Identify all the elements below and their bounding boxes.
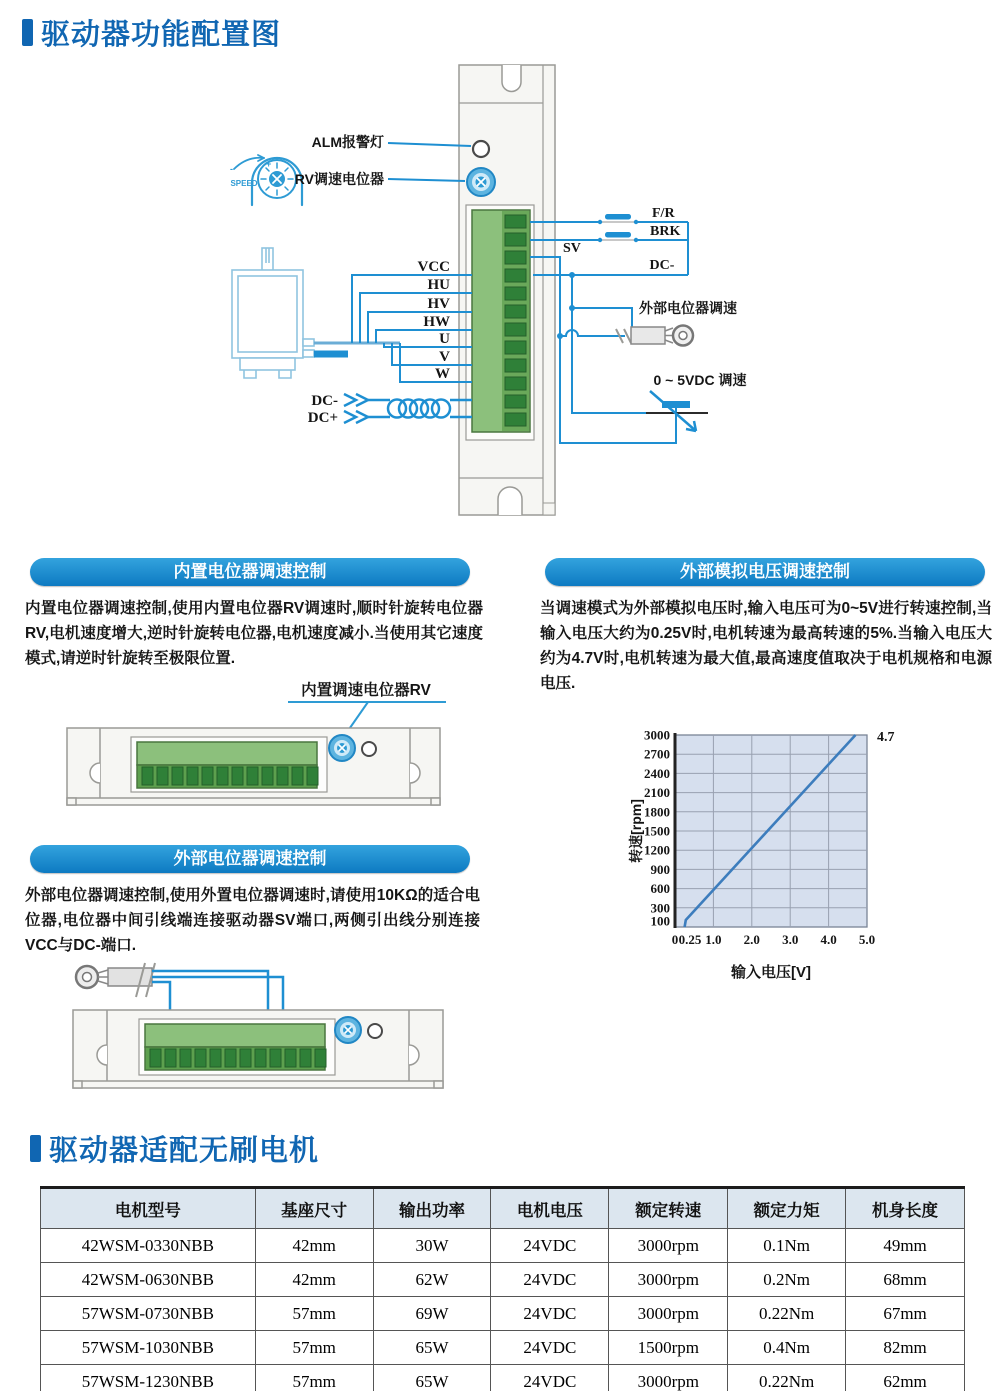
col-header-frame: 基座尺寸: [255, 1188, 373, 1229]
section-body-external-pot: 外部电位器调速控制,使用外置电位器调速时,请使用10KΩ的适合电位器,电位器中间引线端连接驱动器SV端口,两侧引出线分别连接VCC与DC-端口.: [25, 887, 480, 955]
external-driver-led: [368, 1024, 382, 1038]
svg-text:0: 0: [671, 932, 679, 947]
page-title-text: 驱动器功能配置图: [41, 19, 282, 51]
pin-label-w: W: [435, 366, 450, 382]
fr-switch-icon: [598, 214, 638, 224]
driver-illustration-external: [45, 955, 475, 1110]
section-header-builtin-pot: 内置电位器调速控制: [30, 558, 470, 586]
svg-text:3000: 3000: [644, 727, 670, 743]
speed-voltage-chart: [595, 705, 995, 995]
svg-text:5.0: 5.0: [858, 932, 876, 947]
svg-text:0.25: 0.25: [678, 932, 702, 947]
col-header-voltage: 电机电压: [491, 1188, 609, 1229]
builtin-rv-pot-icon: [329, 735, 355, 761]
dc-minus-right-label: DC-: [649, 258, 675, 273]
svg-text:1500: 1500: [644, 823, 670, 839]
chart-xlabel: 输入电压[V]: [731, 964, 811, 981]
col-header-speed: 额定转速: [609, 1188, 728, 1229]
motors-title-text: 驱动器适配无刷电机: [49, 1135, 320, 1167]
col-header-model: 电机型号: [41, 1188, 256, 1229]
svg-text:+: +: [266, 159, 272, 169]
pin-label-u: U: [439, 331, 450, 347]
sv-label: SV: [563, 241, 581, 256]
dc-minus-label: DC-: [311, 393, 338, 409]
pin-label-v: V: [439, 349, 450, 365]
col-header-power: 输出功率: [373, 1188, 491, 1229]
svg-text:900: 900: [650, 861, 670, 877]
section-header-external-pot: 外部电位器调速控制: [30, 845, 470, 873]
motors-title-bullet-icon: [30, 1135, 41, 1162]
svg-text:2700: 2700: [644, 746, 670, 762]
pin-label-hv: HV: [427, 296, 450, 312]
table-header-row: [41, 1188, 965, 1229]
pin-label-vcc: VCC: [417, 259, 450, 275]
table-row: 57WSM-1230NBB 57mm 65W 24VDC 3000rpm 0.22Nm 62mm: [41, 1365, 965, 1391]
dc-plus-label: DC+: [307, 410, 338, 426]
alm-label: ALM报警灯: [311, 134, 384, 150]
driver-unit: [459, 65, 555, 515]
col-header-torque: 额定力矩: [728, 1188, 846, 1229]
terminal-block: [466, 205, 534, 440]
table-row: 57WSM-1030NBB 57mm 65W 24VDC 1500rpm 0.4Nm 82mm: [41, 1331, 965, 1365]
svg-text:1.0: 1.0: [705, 932, 722, 947]
svg-text:300: 300: [650, 900, 670, 916]
motors-title: [30, 1128, 319, 1169]
builtin-led: [362, 742, 376, 756]
chart-annotation: 4.7: [877, 730, 895, 745]
table-row: 57WSM-0730NBB 57mm 69W 24VDC 3000rpm 0.22Nm 67mm: [41, 1297, 965, 1331]
driver-wiring-diagram: [0, 55, 1000, 525]
motor-table: [40, 1186, 965, 1391]
brk-label: BRK: [650, 224, 681, 239]
svg-text:100: 100: [650, 913, 670, 929]
section-body-builtin-pot: 内置电位器调速控制,使用内置电位器RV调速时,顺时针旋转电位器RV,电机速度增大,逆时针旋转电位器,电机速度减小.当使用其它速度模式,请逆时针旋转至极限位置.: [25, 600, 483, 668]
svg-text:2.0: 2.0: [743, 932, 760, 947]
section-header-analog: 外部模拟电压调速控制: [545, 558, 985, 586]
driver-illustration-builtin: [48, 678, 468, 833]
fr-label: F/R: [652, 206, 675, 221]
chart-ylabel: 转速[rpm]: [628, 799, 644, 863]
table-row: 42WSM-0630NBB 42mm 62W 24VDC 3000rpm 0.2Nm 68mm: [41, 1263, 965, 1297]
alm-led: [473, 141, 489, 157]
svg-text:3.0: 3.0: [782, 932, 799, 947]
table-row: 42WSM-0330NBB 42mm 30W 24VDC 3000rpm 0.1Nm 49mm: [41, 1229, 965, 1263]
svg-text:2400: 2400: [644, 765, 670, 781]
speed-label: SPEED: [230, 179, 258, 188]
title-bullet-icon: [22, 19, 33, 46]
pin-label-hw: HW: [423, 314, 450, 330]
external-pot-label: 外部电位器调速: [639, 300, 737, 316]
svg-text:1200: 1200: [644, 842, 670, 858]
mount-slot-bottom: [498, 487, 522, 515]
rv-potentiometer: [467, 168, 495, 196]
external-pot-wired-icon: [76, 963, 155, 997]
col-header-length: 机身长度: [846, 1188, 965, 1229]
svg-text:4.0: 4.0: [820, 932, 837, 947]
vdc-label: 0 ~ 5VDC 调速: [653, 372, 747, 388]
motor: [232, 248, 314, 378]
section-body-analog: 当调速模式为外部模拟电压时,输入电压可为0~5V进行转速控制,当输入电压大约为0.25V时,电机转速为最高转速的5%.当输入电压大约为4.7V时,电机转速为最大值,最高速度值取决于电机规格和电源电压.: [540, 600, 992, 693]
speed-dial-icon: [230, 155, 302, 205]
svg-text:1800: 1800: [644, 804, 670, 820]
external-pot-icon: [616, 326, 693, 346]
mount-slot-top: [502, 65, 521, 92]
page-title: [22, 12, 281, 53]
builtin-pot-callout-label: 内置调速电位器RV: [301, 682, 431, 699]
brk-switch-icon: [598, 232, 638, 242]
external-driver-rv-pot-icon: [335, 1017, 361, 1043]
pin-label-hu: HU: [427, 277, 450, 293]
svg-text:2100: 2100: [644, 785, 670, 801]
svg-text:600: 600: [650, 881, 670, 897]
rv-label: RV调速电位器: [294, 171, 384, 187]
svg-text:-: -: [230, 164, 233, 174]
